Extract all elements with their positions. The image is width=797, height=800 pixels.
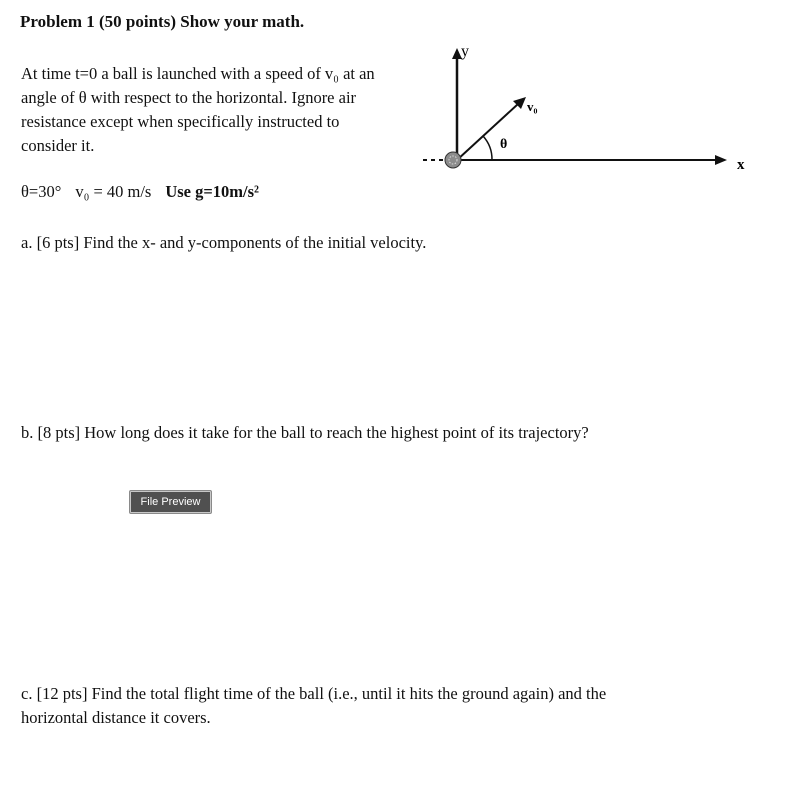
question-c-line: c. [12 pts] Find the total flight time of the ball (i.e., until it hits the ground again) and the xyxy=(21,684,607,703)
angle-label: θ xyxy=(500,137,508,152)
gravity-value: Use g=10m/s² xyxy=(165,182,259,201)
velocity-vector xyxy=(457,104,518,160)
intro-line: resistance except when specifically instructed to xyxy=(21,112,340,131)
question-b: b. [8 pts] How long does it take for the ball to reach the highest point of its trajectory? xyxy=(21,423,589,442)
theta-value: θ=30° xyxy=(21,182,62,201)
intro-line: angle of θ with respect to the horizontal. Ignore air xyxy=(21,88,357,107)
ball xyxy=(445,152,461,168)
angle-arc xyxy=(483,136,492,160)
projectile-diagram xyxy=(415,38,760,188)
velocity-label: v₀ xyxy=(527,99,538,114)
question-c xyxy=(21,682,606,730)
file-preview-button[interactable]: File Preview xyxy=(130,491,211,513)
y-axis-label: y xyxy=(461,43,469,60)
v0-value: v₀ = 40 m/s xyxy=(75,182,152,201)
x-axis-label: x xyxy=(737,157,745,173)
given-values xyxy=(21,182,259,202)
question-a: a. [6 pts] Find the x- and y-components of the initial velocity. xyxy=(21,233,427,252)
question-c-line: horizontal distance it covers. xyxy=(21,708,211,727)
intro-line: consider it. xyxy=(21,136,95,155)
problem-title: Problem 1 (50 points) Show your math. xyxy=(20,12,305,31)
intro-line: At time t=0 a ball is launched with a speed of v₀ at an xyxy=(21,64,375,83)
x-axis-arrowhead xyxy=(715,155,727,165)
problem-intro xyxy=(21,62,375,158)
